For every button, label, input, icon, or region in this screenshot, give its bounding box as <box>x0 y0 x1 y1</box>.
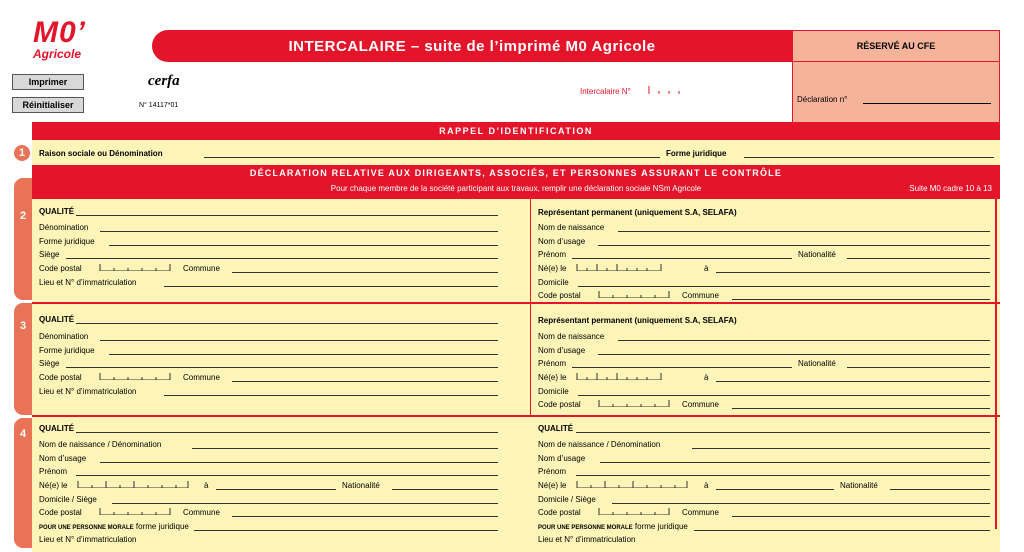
print-button[interactable]: Imprimer <box>12 74 84 90</box>
code-postal-field[interactable] <box>99 264 171 271</box>
domicile-field[interactable] <box>578 395 990 396</box>
lieu-immatriculation-label: Lieu et N° d’immatriculation <box>538 535 636 544</box>
denomination-label: Dénomination <box>39 223 89 232</box>
lieu-naissance-field[interactable] <box>716 489 834 490</box>
code-postal-label: Code postal <box>39 264 82 273</box>
nationalite-field[interactable] <box>847 367 990 368</box>
section-number-2: 2 <box>14 178 32 300</box>
prenom-field[interactable] <box>76 475 498 476</box>
ne-le-label: Né(e) le <box>39 481 68 490</box>
code-postal-field[interactable] <box>598 400 670 407</box>
domicile-label: Domicile / Siège <box>538 495 596 504</box>
siege-label: Siège <box>39 250 60 259</box>
commune-label: Commune <box>183 508 220 517</box>
nom-usage-label: Nom d’usage <box>538 454 586 463</box>
forme-juridique-label: Forme juridique <box>666 149 727 158</box>
nationalite-field[interactable] <box>847 258 990 259</box>
commune-label: Commune <box>183 373 220 382</box>
lieu-immatriculation-field[interactable] <box>164 286 498 287</box>
nom-usage-field[interactable] <box>600 462 990 463</box>
logo-subtitle: Agricole <box>33 47 82 61</box>
forme-juridique-field[interactable] <box>744 157 994 158</box>
commune-field[interactable] <box>732 516 990 517</box>
code-postal-label: Code postal <box>39 373 82 382</box>
ne-le-label: Né(e) le <box>538 481 567 490</box>
forme-juridique-field[interactable] <box>194 530 498 531</box>
section-number-3: 3 <box>14 303 32 415</box>
nom-usage-field[interactable] <box>598 354 990 355</box>
nom-naissance-label: Nom de naissance <box>538 332 605 341</box>
code-postal-label: Code postal <box>39 508 82 517</box>
forme-juridique-suffix: forme juridique <box>634 522 688 531</box>
nom-naissance-field[interactable] <box>192 448 498 449</box>
nom-naissance-field[interactable] <box>692 448 990 449</box>
nom-naissance-field[interactable] <box>618 231 990 232</box>
intercalaire-label: Intercalaire N° <box>580 87 631 96</box>
domicile-label: Domicile <box>538 278 569 287</box>
domicile-field[interactable] <box>112 503 498 504</box>
date-naissance-field[interactable] <box>576 373 662 380</box>
domicile-field[interactable] <box>612 503 990 504</box>
siege-field[interactable] <box>66 258 498 259</box>
forme-juridique-label: Forme juridique <box>39 237 95 246</box>
lieu-naissance-field[interactable] <box>216 489 336 490</box>
forme-juridique-field[interactable] <box>109 354 498 355</box>
qualite-field[interactable] <box>76 215 498 216</box>
personne-morale-prefix: POUR UNE PERSONNE MORALE <box>538 525 633 531</box>
nom-usage-label: Nom d’usage <box>538 346 586 355</box>
qualite-field[interactable] <box>76 323 498 324</box>
section-number-1: 1 <box>14 145 30 161</box>
qualite-label: QUALITÉ <box>39 315 75 324</box>
commune-field[interactable] <box>732 408 990 409</box>
raison-sociale-label: Raison sociale ou Dénomination <box>39 149 163 158</box>
qualite-field[interactable] <box>76 432 498 433</box>
prenom-field[interactable] <box>576 475 990 476</box>
nationalite-field[interactable] <box>890 489 990 490</box>
prenom-label: Prénom <box>538 467 567 476</box>
declaration-subheading: Pour chaque membre de la société participant aux travaux, remplir une déclaration sociale NSm Agricole <box>330 184 702 193</box>
date-naissance-field[interactable] <box>576 481 688 488</box>
personne-morale-label <box>538 522 688 531</box>
commune-field[interactable] <box>232 516 498 517</box>
siege-field[interactable] <box>66 367 498 368</box>
lieu-naissance-label: à <box>704 481 709 490</box>
representant-title: Représentant permanent (uniquement S.A, SELAFA) <box>538 316 737 325</box>
qualite-label: QUALITÉ <box>538 424 574 433</box>
domicile-field[interactable] <box>578 286 990 287</box>
code-postal-label: Code postal <box>538 508 581 517</box>
lieu-immatriculation-label: Lieu et N° d’immatriculation <box>39 278 137 287</box>
nom-naissance-label: Nom de naissance / Dénomination <box>39 440 162 449</box>
banner-title: INTERCALAIRE – suite de l’imprimé M0 Agricole <box>152 30 792 62</box>
code-postal-field[interactable] <box>99 508 171 515</box>
commune-label: Commune <box>183 264 220 273</box>
domicile-label: Domicile / Siège <box>39 495 97 504</box>
declaration-band <box>32 165 1000 199</box>
lieu-immatriculation-label: Lieu et N° d’immatriculation <box>39 387 137 396</box>
prenom-field[interactable] <box>572 367 792 368</box>
cfe-reserved-box <box>792 30 1000 126</box>
identification-heading: RAPPEL D’IDENTIFICATION <box>32 122 1000 140</box>
personne-morale-label <box>39 522 189 531</box>
reset-button[interactable]: Réinitialiser <box>12 97 84 113</box>
prenom-field[interactable] <box>572 258 792 259</box>
nationalite-label: Nationalité <box>798 250 836 259</box>
siege-label: Siège <box>39 359 60 368</box>
declaration-number-label: Déclaration n° <box>797 95 848 104</box>
lieu-naissance-field[interactable] <box>716 381 990 382</box>
forme-juridique-field[interactable] <box>694 530 990 531</box>
nationalite-label: Nationalité <box>798 359 836 368</box>
denomination-field[interactable] <box>100 231 498 232</box>
divider <box>32 302 1000 304</box>
personne-morale-prefix: POUR UNE PERSONNE MORALE <box>39 525 134 531</box>
code-postal-field[interactable] <box>598 291 670 298</box>
logo-title: M0’ <box>33 16 87 49</box>
lieu-immatriculation-label: Lieu et N° d’immatriculation <box>39 535 137 544</box>
column-divider <box>530 199 531 415</box>
nom-usage-field[interactable] <box>598 245 990 246</box>
nom-usage-field[interactable] <box>100 462 498 463</box>
raison-sociale-field[interactable] <box>204 157 660 158</box>
denomination-field[interactable] <box>100 340 498 341</box>
nationalite-label: Nationalité <box>840 481 878 490</box>
nationalite-label: Nationalité <box>342 481 380 490</box>
representant-title: Représentant permanent (uniquement S.A, SELAFA) <box>538 208 737 217</box>
nom-usage-label: Nom d’usage <box>538 237 586 246</box>
ne-le-label: Né(e) le <box>538 373 567 382</box>
forme-juridique-suffix: forme juridique <box>135 522 189 531</box>
denomination-label: Dénomination <box>39 332 89 341</box>
code-postal-label: Code postal <box>538 400 581 409</box>
intercalaire-number-field[interactable] <box>648 86 688 94</box>
commune-label: Commune <box>682 400 719 409</box>
cerfa-logo: cerfa <box>148 73 180 89</box>
cerfa-number: N° 14117*01 <box>139 102 179 109</box>
ne-le-label: Né(e) le <box>538 264 567 273</box>
declaration-number-field[interactable] <box>863 103 991 104</box>
qualite-field[interactable] <box>576 432 990 433</box>
code-postal-label: Code postal <box>538 291 581 300</box>
divider <box>32 415 1000 417</box>
forme-juridique-field[interactable] <box>109 245 498 246</box>
section-number-4: 4 <box>14 418 32 548</box>
right-border <box>995 199 997 529</box>
domicile-label: Domicile <box>538 387 569 396</box>
nom-naissance-label: Nom de naissance / Dénomination <box>538 440 661 449</box>
nom-usage-label: Nom d’usage <box>39 454 87 463</box>
nom-naissance-field[interactable] <box>618 340 990 341</box>
date-naissance-field[interactable] <box>77 481 189 488</box>
lieu-naissance-label: à <box>704 264 709 273</box>
date-naissance-field[interactable] <box>576 264 662 271</box>
cfe-reserved-label: RÉSERVÉ AU CFE <box>793 31 999 62</box>
suite-note: Suite M0 cadre 10 à 13 <box>909 184 992 193</box>
form-body <box>32 122 1000 552</box>
commune-label: Commune <box>682 291 719 300</box>
prenom-label: Prénom <box>538 250 567 259</box>
qualite-label: QUALITÉ <box>39 424 75 433</box>
commune-field[interactable] <box>232 272 498 273</box>
commune-label: Commune <box>682 508 719 517</box>
prenom-label: Prénom <box>39 467 68 476</box>
code-postal-field[interactable] <box>598 508 670 515</box>
commune-field[interactable] <box>732 299 990 300</box>
qualite-label: QUALITÉ <box>39 207 75 216</box>
prenom-label: Prénom <box>538 359 567 368</box>
nom-naissance-label: Nom de naissance <box>538 223 605 232</box>
lieu-naissance-field[interactable] <box>716 272 990 273</box>
declaration-heading: DÉCLARATION RELATIVE AUX DIRIGEANTS, ASSOCIÉS, ET PERSONNES ASSURANT LE CONTRÔLE <box>249 168 783 178</box>
lieu-immatriculation-field[interactable] <box>164 395 498 396</box>
forme-juridique-label: Forme juridique <box>39 346 95 355</box>
lieu-naissance-label: à <box>704 373 709 382</box>
nationalite-field[interactable] <box>392 489 498 490</box>
code-postal-field[interactable] <box>99 373 171 380</box>
commune-field[interactable] <box>232 381 498 382</box>
lieu-naissance-label: à <box>204 481 209 490</box>
